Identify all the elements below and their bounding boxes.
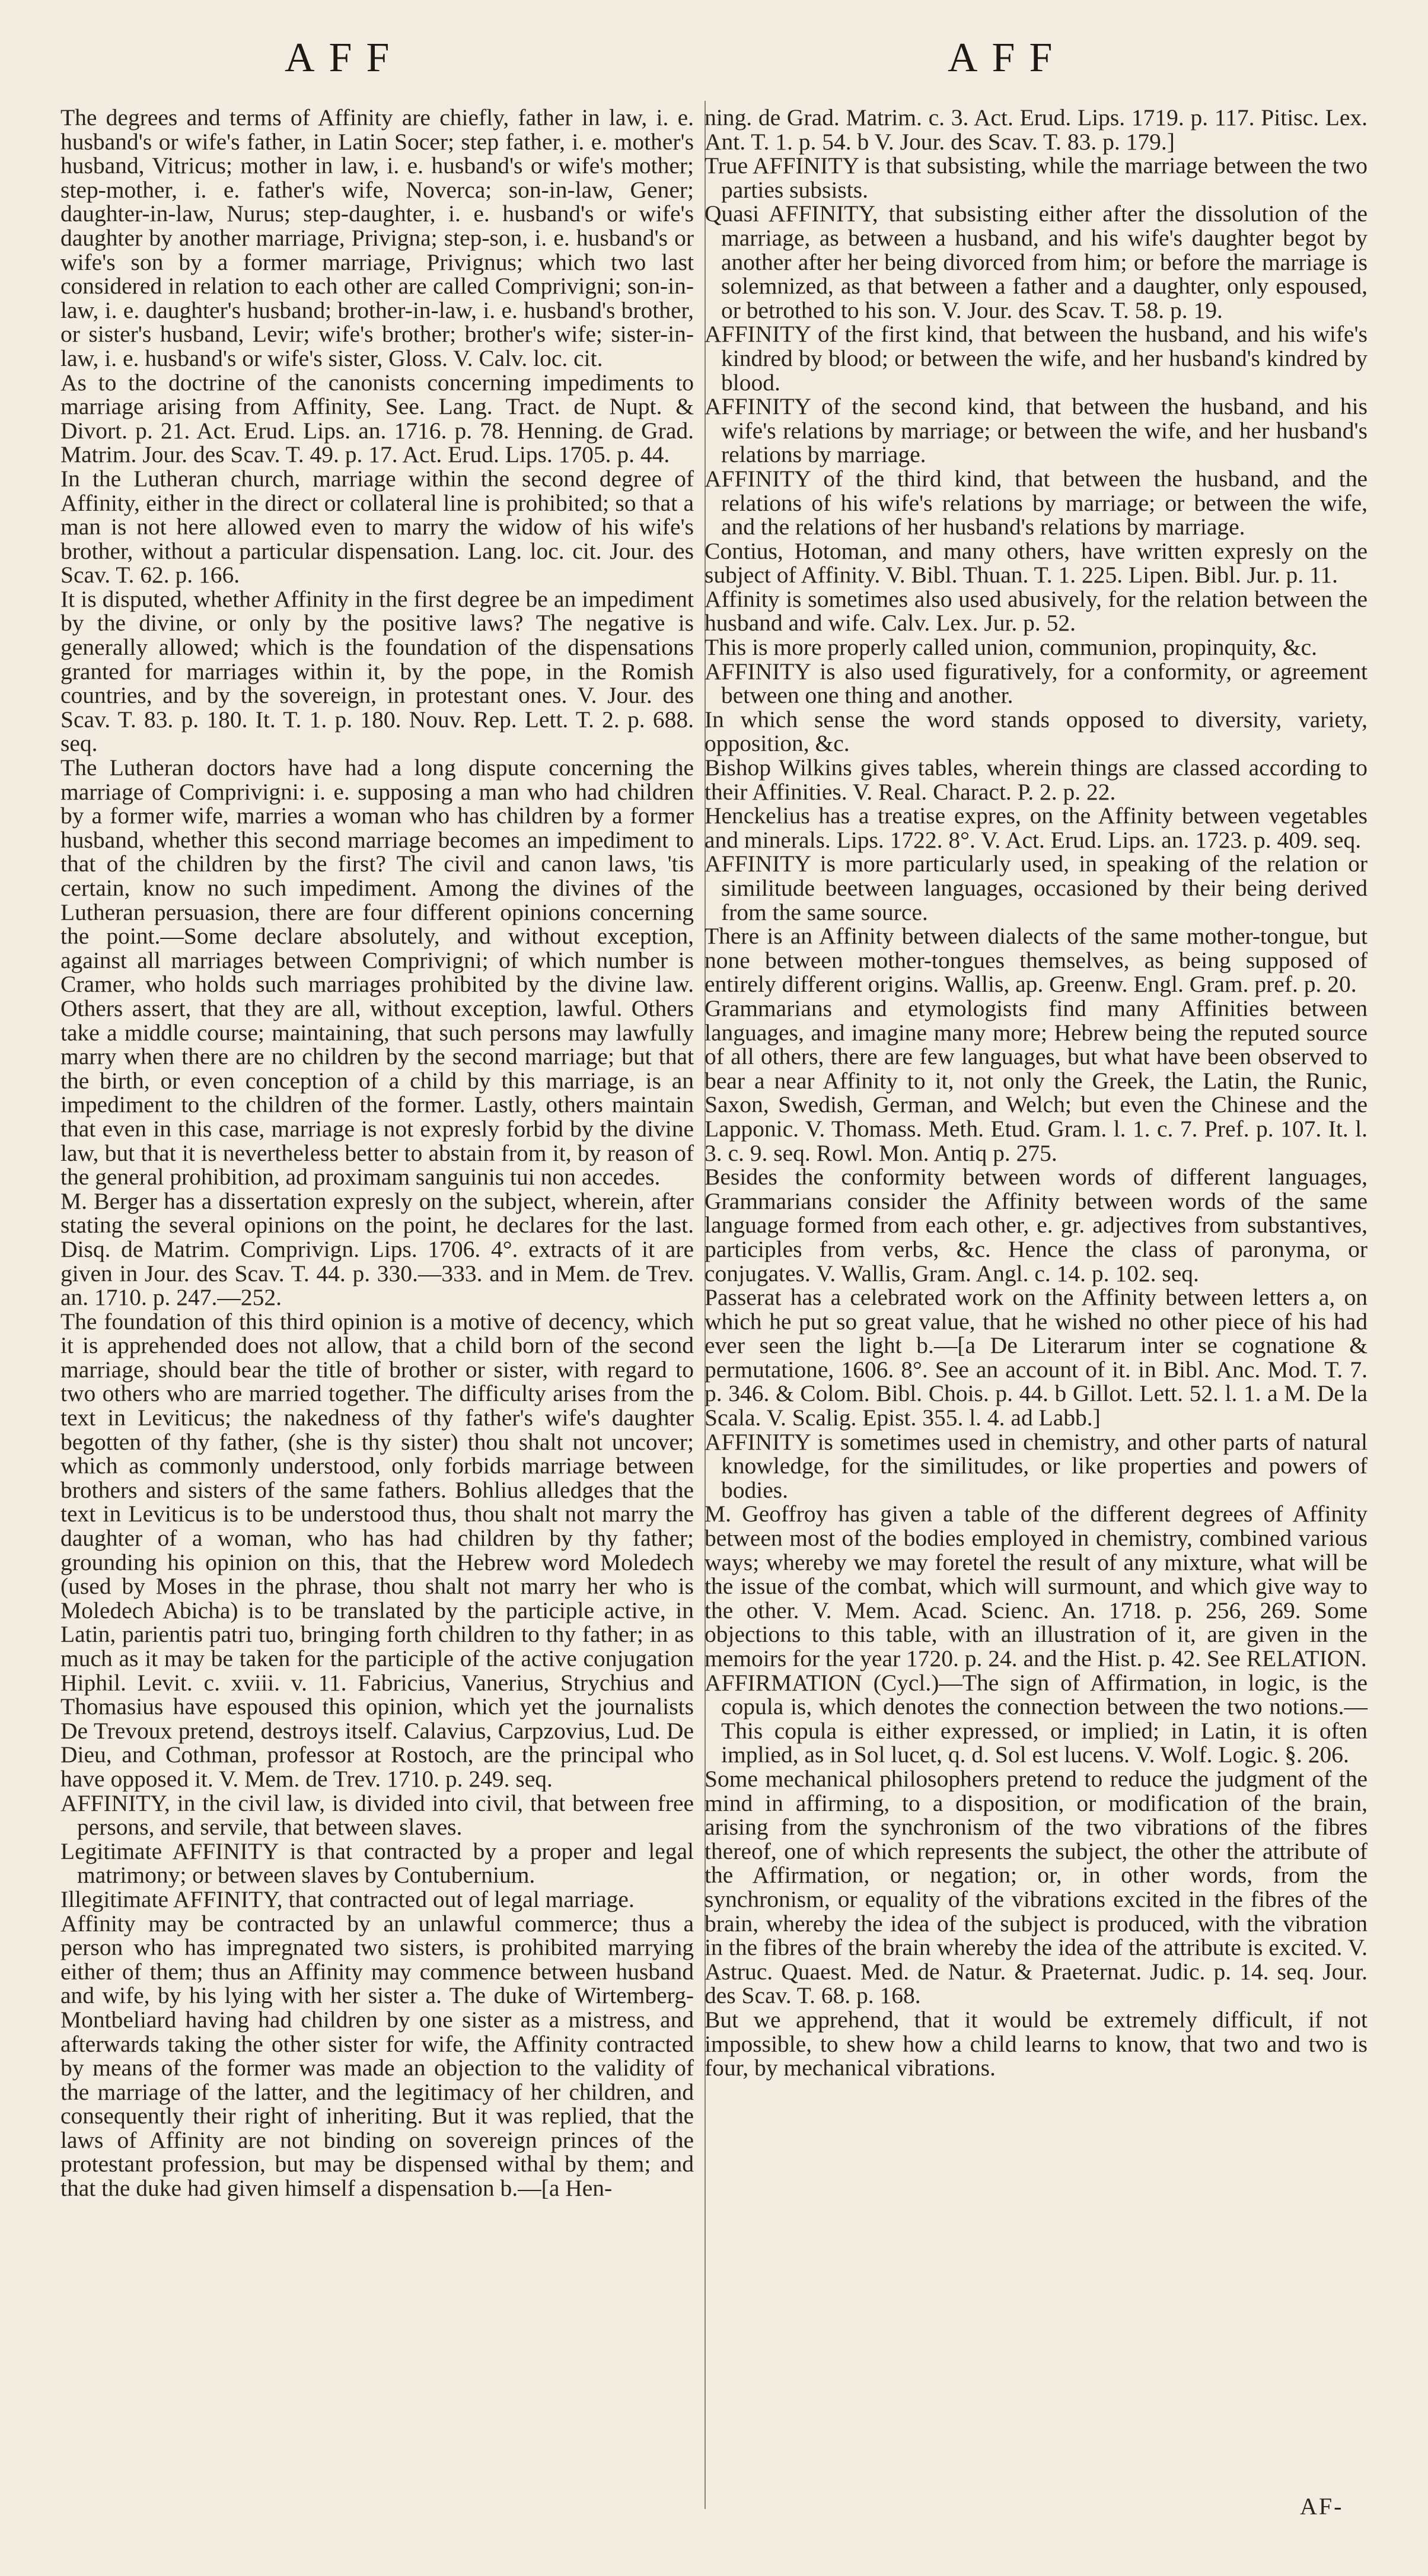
entry-heading-paragraph: AFFINITY of the first kind, that between the husband, and his wife's kindred by blood; or between the wife, and her husband's kindred by blood. [705, 321, 1368, 396]
paragraph: The foundation of this third opinion is a motive of decency, which it is apprehended does not allow, that a child born of the second marriage, should bear the title of brother or sister, with regard to two others who are married together. The difficulty arises from the text in Leviticus; the nakedness of thy father's wife's daughter begotten of thy father, (she is thy sister) thou shalt not uncover; which as commonly understood, only forbids marriage between brothers and sisters of the same fathers. Bohlius alledges that the text in Leviticus is to be understood thus, thou shalt not marry the daughter of a woman, who has had children by thy father; grounding his opinion on this, that the Hebrew word Moledech (used by Moses in the phrase, thou shalt not marry her who is Moledech Abicha) is to be translated by the participle active, in Latin, parientis patri tuo, bringing forth children to thy father; in as much as it may be taken for the participle of the active conjugation Hiphil. Levit. c. xviii. v. 11. Fabricius, Vanerius, Strychius and Thomasius have espoused this opinion, which yet the journalists De Trevoux pretend, destroys itself. Calavius, Carpzovius, Lud. De Dieu, and Cothman, professor at Rostoch, are the principal who have opposed it. V. Mem. de Trev. 1710. p. 249. seq. [60, 1308, 694, 1792]
entry-heading-paragraph: True AFFINITY is that subsisting, while the marriage between the two parties subsists. [705, 152, 1368, 203]
entry-heading-paragraph: Illegitimate AFFINITY, that contracted out of legal marriage. [60, 1886, 635, 1912]
paragraph: M. Berger has a dissertation expresly on the subject, wherein, after stating the several opinions on the point, he declares for the last. Disq. de Matrim. Comprivign. Lips. 1706. 4°. extracts of it are given in Jour. des Scav. T. 44. p. 330.—333. and in Mem. de Trev. an. 1710. p. 247.—252. [60, 1187, 694, 1311]
entry-heading-paragraph: AFFINITY of the third kind, that between the husband, and the relations of his wife's relations by marriage; or between the wife, and the relations of her husband's relations by marriage. [705, 465, 1368, 540]
running-head-left: AFF [285, 35, 404, 81]
entry-heading-paragraph: AFFINITY of the second kind, that between the husband, and his wife's relations by marriage; or between the wife, and her husband's relations by marriage. [705, 393, 1368, 468]
entry-heading-paragraph: AFFINITY, in the civil law, is divided into civil, that between free persons, and servile, that between slaves. [60, 1789, 694, 1841]
paragraph: In which sense the word stands opposed to diversity, variety, opposition, &c. [705, 706, 1368, 757]
running-head [0, 34, 1428, 88]
paragraph: The degrees and terms of Affinity are chiefly, father in law, i. e. husband's or wife's father, in Latin Socer; step father, i. e. mother's husband, Vitricus; mother in law, i. e. husband's or wife's mother; step-mother, i. e. father's wife, Noverca; son-in-law, Gener; daughter-in-law, Nurus; step-daughter, i. e. husband's or wife's daughter by another marriage, Privigna; step-son, i. e. husband's or wife's son by a former marriage, Privignus; which two last considered in relation to each other are called Comprivigni; son-in-law, i. e. daughter's husband; brother-in-law, i. e. husband's brother, or sister's husband, Levir; wife's brother; brother's wife; sister-in-law, i. e. husband's or wife's sister, Gloss. V. Calv. loc. cit. [60, 104, 694, 371]
entry-heading-paragraph: AFFINITY is sometimes used in chemistry, and other parts of natural knowledge, for the similitudes, or like properties and powers of bodies. [705, 1428, 1368, 1503]
paragraph: Besides the conformity between words of different languages, Grammarians consider the Affinity between words of the same language formed from each other, e. gr. adjectives from substantives, participles from verbs, &c. Hence the class of paronyma, or conjugates. V. Wallis, Gram. Angl. c. 14. p. 102. seq. [705, 1164, 1368, 1287]
paragraph: Grammarians and etymologists find many Affinities between languages, and imagine many more; Hebrew being the reputed source of all others, there are few languages, but what have been observed to bear a near Affinity to it, not only the Greek, the Latin, the Runic, Saxon, Swedish, German, and Welch; but even the Chinese and the Lapponic. V. Thomass. Meth. Etud. Gram. l. 1. c. 7. Pref. p. 107. It. l. 3. c. 9. seq. Rowl. Mon. Antiq p. 275. [705, 995, 1368, 1166]
paragraph: Henckelius has a treatise expres, on the Affinity between vegetables and minerals. Lips. 1722. 8°. V. Act. Erud. Lips. an. 1723. p. 409. seq. [705, 803, 1368, 853]
paragraph: This is more properly called union, communion, propinquity, &c. [705, 634, 1318, 661]
paragraph: Bishop Wilkins gives tables, wherein things are classed according to their Affinities. V. Real. Charact. P. 2. p. 22. [705, 754, 1368, 805]
paragraph: But we apprehend, that it would be extremely difficult, if not impossible, to shew how a child learns to know, that two and two is four, by mechanical vibrations. [705, 2006, 1368, 2081]
paragraph: ning. de Grad. Matrim. c. 3. Act. Erud. Lips. 1719. p. 117. Pitisc. Lex. Ant. T. 1. p. 54. b V. Jour. des Scav. T. 83. p. 179.] [705, 104, 1368, 155]
catchword: AF- [1300, 2493, 1344, 2520]
paragraph: Passerat has a celebrated work on the Affinity between letters a, on which he put so great value, that he wished no other piece of his had ever seen the light b.—[a De Literarum inter se cognatione & permutatione, 1606. 8°. See an account of it. in Bibl. Anc. Mod. T. 7. p. 346. & Colom. Bibl. Chois. p. 44. b Gillot. Lett. 52. l. 1. a M. De la Scala. V. Scalig. Epist. 355. l. 4. ad Labb.] [705, 1284, 1368, 1431]
paragraph: It is disputed, whether Affinity in the first degree be an impediment by the divine, or only by the positive laws? The negative is generally allowed; which is the foundation of the dispensations granted for marriages within it, by the pope, in the Romish countries, and by the sovereign, in protestant ones. V. Jour. des Scav. T. 83. p. 180. It. T. 1. p. 180. Nouv. Rep. Lett. T. 2. p. 688. seq. [60, 585, 694, 757]
paragraph: Affinity may be contracted by an unlawful commerce; thus a person who has impregnated two sisters, is prohibited marrying either of them; thus an Affinity may commence between husband and wife, by his lying with her sister a. The duke of Wirtemberg-Montbeliard having had children by one sister as a mistress, and afterwards taking the other sister for wife, the Affinity contracted by means of the former was made an objection to the validity of the marriage of the latter, and the legitimacy of her children, and consequently their right of inheriting. But it was replied, that the laws of Affinity are not binding on sovereign princes of the protestant profession, but may be dispensed withal by them; and that the duke had given himself a dispensation b.—[a Hen- [60, 1910, 694, 2202]
entry-heading-paragraph: AFFINITY is more particularly used, in speaking of the relation or similitude beetween languages, occasioned by their being derived from the same source. [705, 851, 1368, 925]
right-column [705, 106, 1368, 2080]
left-column [60, 106, 694, 2201]
paragraph: Some mechanical philosophers pretend to reduce the judgment of the mind in affirming, to a disposition, or modification of the brain, arising from the synchronism of the two vibrations of the fibres thereof, one of which represents the subject, the other the attribute of the Affirmation, or negation; or, in other words, from the synchronism, or equality of the vibrations excited in the fibres of the brain, whereby the idea of the subject is produced, with the vibration in the fibres of the brain whereby the idea of the attribute is excited. V. Astruc. Quaest. Med. de Natur. & Praeternat. Judic. p. 14. seq. Jour. des Scav. T. 68. p. 168. [705, 1765, 1368, 2009]
entry-heading-paragraph: AFFIRMATION (Cycl.)—The sign of Affirmation, in logic, is the copula is, which denotes the connection between the two notions.—This copula is either expressed, or implied; in Latin, it is often implied, as in Sol lucet, q. d. Sol est lucens. V. Wolf. Logic. §. 206. [705, 1669, 1368, 1768]
entry-heading-paragraph: Legitimate AFFINITY is that contracted by a proper and legal matrimony; or between slaves by Contubernium. [60, 1838, 694, 1889]
running-head-right: AFF [948, 35, 1067, 81]
paragraph: M. Geoffroy has given a table of the different degrees of Affinity between most of the bodies employed in chemistry, combined various ways; whereby we may foretel the result of any mixture, what will be the issue of the combat, which will surmount, and which give way to the other. V. Mem. Acad. Scienc. An. 1718. p. 256, 269. Some objections to this table, with an illustration of it, are given in the memoirs for the year 1720. p. 24. and the Hist. p. 42. See RELATION. [705, 1501, 1368, 1671]
paragraph: In the Lutheran church, marriage within the second degree of Affinity, either in the direct or collateral line is prohibited; so that a man is not here allowed even to marry the widow of his wife's brother, without a particular dispensation. Lang. loc. cit. Jour. des Scav. T. 62. p. 166. [60, 465, 694, 588]
paragraph: The Lutheran doctors have had a long dispute concerning the marriage of Comprivigni: i. e. supposing a man who had children by a former wife, marries a woman who has children by a former husband, whether this second marriage becomes an impediment to that of the children by the first? The civil and canon laws, 'tis certain, know no such impediment. Among the divines of the Lutheran persuasion, there are four different opinions concerning the point.—Some declare absolutely, and without exception, against all marriages between Comprivigni; of which number is Cramer, who holds such marriages prohibited by the divine law. Others assert, that they are all, without exception, lawful. Others take a middle course; maintaining, that such persons may lawfully marry when there are no children by the second marriage; but that the birth, or even conception of a child by this marriage, is an impediment to the children of the former. Lastly, others maintain that even in this case, marriage is not expresly forbid by the divine law, but that it is nevertheless better to abstain from it, by reason of the general prohibition, ad proximam sanguinis tui non accedes. [60, 754, 694, 1190]
paragraph: Affinity is sometimes also used abusively, for the relation between the husband and wife. Calv. Lex. Jur. p. 52. [705, 585, 1368, 636]
paragraph: There is an Affinity between dialects of the same mother-tongue, but none between mother-tongues themselves, as being supposed of entirely different origins. Wallis, ap. Greenw. Engl. Gram. pref. p. 20. [705, 923, 1368, 998]
entry-heading-paragraph: AFFINITY is also used figuratively, for a conformity, or agreement between one thing and another. [705, 658, 1368, 709]
paragraph: As to the doctrine of the canonists concerning impediments to marriage arising from Affinity, See. Lang. Tract. de Nupt. & Divort. p. 21. Act. Erud. Lips. an. 1716. p. 78. Henning. de Grad. Matrim. Jour. des Scav. T. 49. p. 17. Act. Erud. Lips. 1705. p. 44. [60, 369, 694, 468]
paragraph: Contius, Hotoman, and many others, have written expresly on the subject of Affinity. V. Bibl. Thuan. T. 1. 225. Lipen. Bibl. Jur. p. 11. [705, 537, 1368, 588]
entry-heading-paragraph: Quasi AFFINITY, that subsisting either after the dissolution of the marriage, as between a husband, and his wife's daughter begot by another after her being divorced from him; or before the marriage is solemnized, as that between a father and a daughter, only espoused, or betrothed to his son. V. Jour. des Scav. T. 58. p. 19. [705, 200, 1368, 323]
